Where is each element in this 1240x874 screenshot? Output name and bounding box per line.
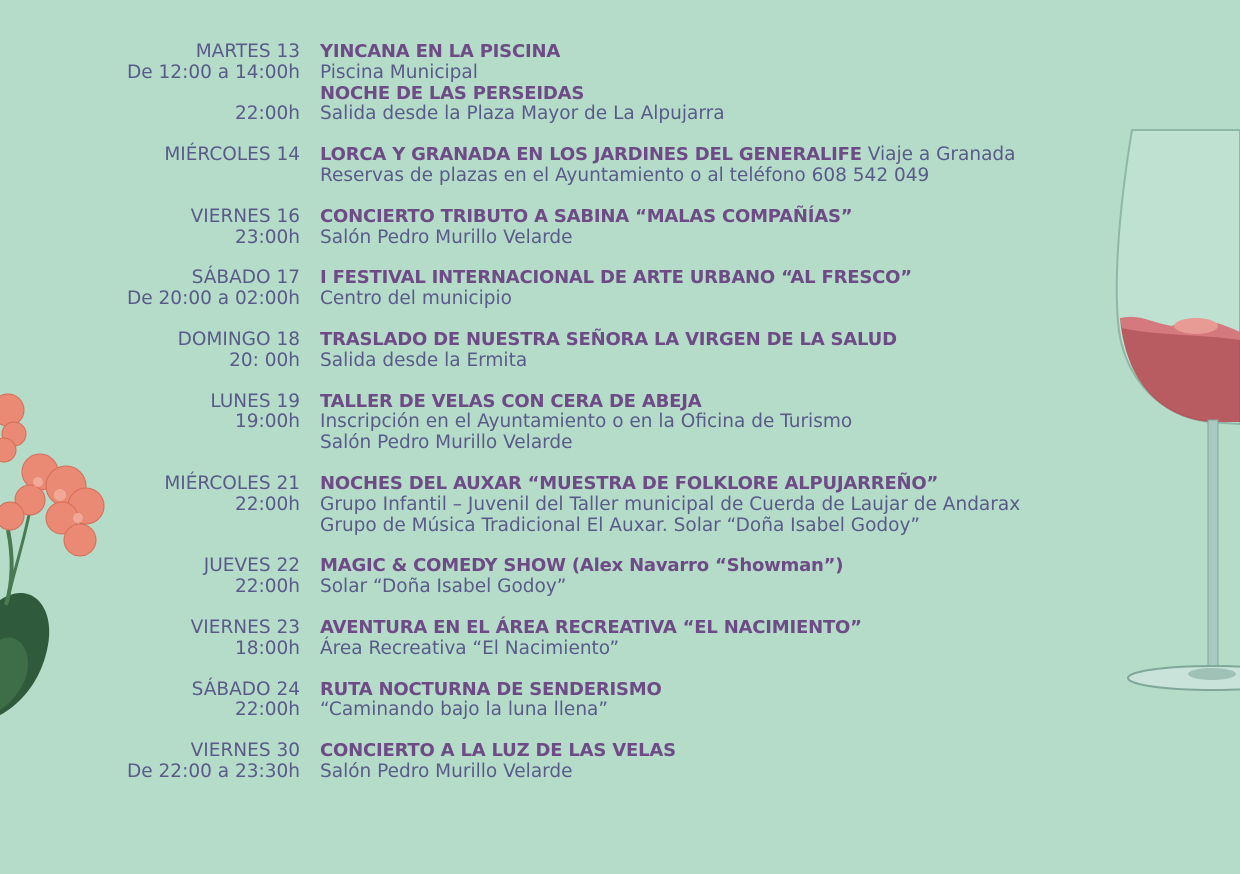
event-title: AVENTURA EN EL ÁREA RECREATIVA “EL NACIMIENTO”: [320, 616, 862, 638]
event-date: SÁBADO 24: [191, 678, 300, 700]
event-line: [0, 330, 1240, 351]
event-date: MARTES 13: [195, 41, 300, 62]
event-title: I FESTIVAL INTERNACIONAL DE ARTE URBANO “AL FRESCO”: [320, 267, 912, 289]
event-detail: Salida desde la Ermita: [320, 349, 528, 371]
event-detail: Salón Pedro Murillo Velarde: [320, 432, 573, 454]
event-date: LUNES 19: [210, 390, 300, 412]
event-line: [0, 392, 1240, 413]
event-time: 22:00h: [234, 103, 300, 125]
event-date: VIERNES 30: [190, 740, 300, 762]
event-date: VIERNES 23: [190, 616, 300, 638]
event-title: MAGIC & COMEDY SHOW (Alex Navarro “Showman”): [320, 555, 844, 577]
event-time: De 22:00 a 23:30h: [127, 760, 300, 782]
event-line: [0, 577, 1240, 598]
event-line: [0, 639, 1240, 660]
event-title: LORCA Y GRANADA EN LOS JARDINES DEL GENERALIFE: [320, 144, 862, 166]
event-line: [0, 63, 1240, 84]
event-title: RUTA NOCTURNA DE SENDERISMO: [320, 678, 662, 700]
event-time: 23:00h: [234, 226, 300, 248]
event-item: [0, 618, 1240, 660]
event-time: De 20:00 a 02:00h: [127, 288, 300, 310]
event-schedule: [0, 42, 1240, 783]
event-line: [0, 433, 1240, 454]
event-detail: Centro del municipio: [320, 288, 512, 310]
event-title: CONCIERTO TRIBUTO A SABINA “MALAS COMPAÑÍAS”: [320, 205, 853, 227]
event-item: [0, 741, 1240, 783]
event-line: [0, 741, 1240, 762]
event-detail: Grupo Infantil – Juvenil del Taller municipal de Cuerda de Laujar de Andarax: [320, 493, 1021, 515]
event-detail: Grupo de Música Tradicional El Auxar. Solar “Doña Isabel Godoy”: [320, 514, 921, 536]
event-item: [0, 145, 1240, 187]
event-detail: Área Recreativa “El Nacimiento”: [320, 637, 620, 659]
event-item: [0, 680, 1240, 722]
event-detail: Salida desde la Plaza Mayor de La Alpujarra: [320, 103, 725, 125]
event-line: [0, 762, 1240, 783]
event-date: SÁBADO 17: [191, 267, 300, 289]
event-line: [0, 84, 1240, 105]
event-date: DOMINGO 18: [177, 328, 300, 350]
event-line: [0, 207, 1240, 228]
event-line: [0, 700, 1240, 721]
event-line: [0, 145, 1240, 166]
event-detail: Reservas de plazas en el Ayuntamiento o al teléfono 608 542 049: [320, 164, 930, 186]
event-item: [0, 556, 1240, 598]
event-item: [0, 330, 1240, 372]
event-detail: “Caminando bajo la luna llena”: [320, 699, 608, 721]
event-time: 19:00h: [234, 411, 300, 433]
event-title: YINCANA EN LA PISCINA: [320, 41, 561, 62]
event-line: [0, 556, 1240, 577]
event-time: De 12:00 a 14:00h: [127, 61, 300, 83]
event-item: [0, 474, 1240, 536]
event-title: NOCHE DE LAS PERSEIDAS: [320, 82, 585, 104]
event-line: [0, 618, 1240, 639]
event-title: TALLER DE VELAS CON CERA DE ABEJA: [320, 390, 702, 412]
event-title: CONCIERTO A LA LUZ DE LAS VELAS: [320, 740, 676, 762]
event-time: 22:00h: [234, 699, 300, 721]
event-title: NOCHES DEL AUXAR “MUESTRA DE FOLKLORE ALPUJARREÑO”: [320, 472, 939, 494]
event-line: [0, 289, 1240, 310]
event-item: [0, 42, 1240, 125]
event-time: 22:00h: [234, 493, 300, 515]
event-time: 22:00h: [234, 576, 300, 598]
event-item: [0, 268, 1240, 310]
event-line: [0, 474, 1240, 495]
event-detail: Viaje a Granada: [867, 144, 1016, 166]
event-detail: Piscina Municipal: [320, 61, 478, 83]
event-date: VIERNES 16: [190, 205, 300, 227]
event-line: [0, 680, 1240, 701]
event-line: [0, 228, 1240, 249]
event-line: [0, 516, 1240, 537]
event-line: [0, 42, 1240, 63]
event-detail: Salón Pedro Murillo Velarde: [320, 760, 573, 782]
event-line: [0, 104, 1240, 125]
event-date: MIÉRCOLES 21: [164, 472, 300, 494]
event-line: [0, 351, 1240, 372]
event-line: [0, 268, 1240, 289]
event-detail: Inscripción en el Ayuntamiento o en la Oficina de Turismo: [320, 411, 853, 433]
event-title: TRASLADO DE NUESTRA SEÑORA LA VIRGEN DE LA SALUD: [320, 328, 897, 350]
event-time: 20: 00h: [229, 349, 300, 371]
event-detail: Solar “Doña Isabel Godoy”: [320, 576, 567, 598]
event-line: [0, 166, 1240, 187]
event-line: [0, 495, 1240, 516]
event-item: [0, 207, 1240, 249]
event-detail: Salón Pedro Murillo Velarde: [320, 226, 573, 248]
event-date: JUEVES 22: [203, 555, 300, 577]
event-item: [0, 392, 1240, 454]
event-date: MIÉRCOLES 14: [164, 144, 300, 166]
event-line: [0, 412, 1240, 433]
event-time: 18:00h: [234, 637, 300, 659]
